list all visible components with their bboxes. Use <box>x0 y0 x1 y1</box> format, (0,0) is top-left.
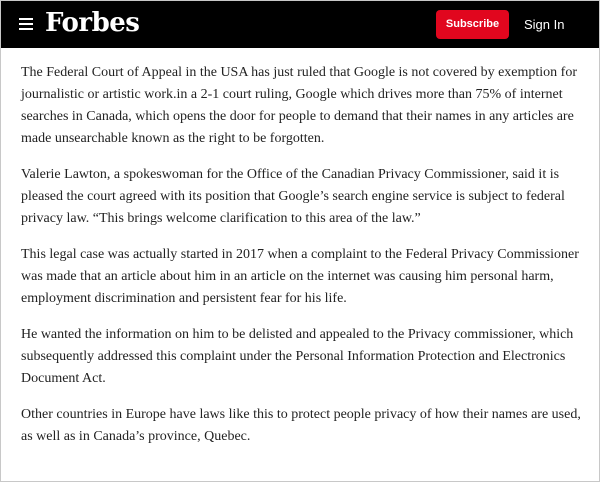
hamburger-menu-icon[interactable] <box>19 18 33 30</box>
article-paragraph: He wanted the information on him to be delisted and appealed to the Privacy commissioner, which subsequently addressed this complaint under the Personal Information Protection and Electronics Document Act. <box>21 327 574 386</box>
article-paragraph: This legal case was actually started in 2017 when a complaint to the Federal Privacy Commissioner was made that an article about him in an article on the internet was causing him personal harm, employment discrimination and persistent fear for his life. <box>21 247 579 306</box>
sign-in-link[interactable]: Sign In <box>524 17 565 32</box>
subscribe-button[interactable]: Subscribe <box>436 10 509 39</box>
article-paragraph: Valerie Lawton, a spokeswoman for the Office of the Canadian Privacy Commissioner, said it is pleased the court agreed with its position that Google’s search engine service is subject to federal privacy law. “This brings welcome clarification to this area of the law.” <box>21 167 565 226</box>
article-paragraph: Other countries in Europe have laws like this to protect people privacy of how their names are used, as well as in Canada’s province, Quebec. <box>21 407 581 444</box>
top-navigation-bar <box>1 1 599 48</box>
forbes-logo[interactable]: Forbes <box>45 8 140 38</box>
article-paragraph: The Federal Court of Appeal in the USA has just ruled that Google is not covered by exemption for journalistic or artistic work.in a 2-1 court ruling, Google which drives more than 75% of internet searches in Canada, which opens the door for people to demand that their names in any articles are made unsearchable known as the right to be forgotten. <box>21 65 577 146</box>
article-body <box>21 62 587 462</box>
